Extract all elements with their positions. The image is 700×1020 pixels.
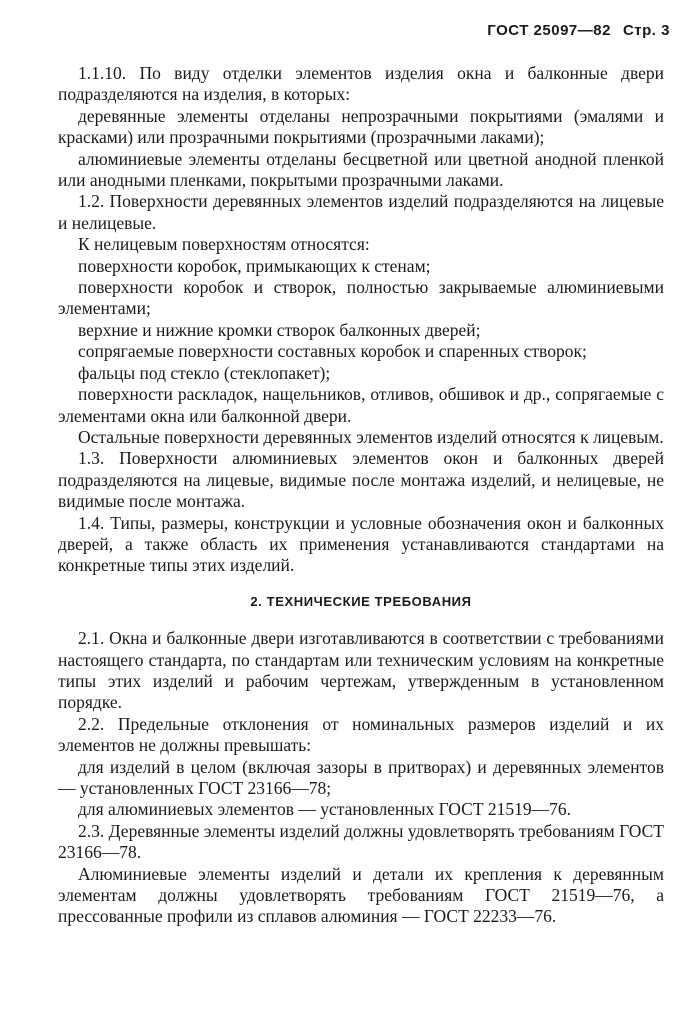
paragraph-2-1: 2.1. Окна и балконные двери изготавливаются в соответствии с требованиями настоящего стандарта, по стандартам или техническим условиям на конкретные типы этих изделий и рабочим чертежам, утвержденным в установленном порядке. (58, 628, 664, 713)
paragraph-1-3: 1.3. Поверхности алюминиевых элементов окон и балконных дверей подразделяются на лицевые, видимые после монтажа изделий, и нелицевые, не видимые после монтажа. (58, 448, 664, 512)
paragraph-aluminium-requirements: Алюминиевые элементы изделий и детали их крепления к деревянным элементам должны удовлетворять требованиям ГОСТ 21519—76, а прессованные профили из сплавов алюминия — ГОСТ 22233—76. (58, 863, 664, 927)
paragraph-1-4: 1.4. Типы, размеры, конструкции и условные обозначения окон и балконных дверей, а также область их применения устанавливаются стандартами на конкретные типы этих изделий. (58, 512, 664, 576)
section-title: 2. ТЕХНИЧЕСКИЕ ТРЕБОВАНИЯ (250, 593, 472, 609)
list-item-trim-surfaces: поверхности раскладок, нащельников, отливов, обшивок и др., сопрягаемые с элементами окна или балконной двери. (58, 384, 664, 426)
list-item-mating-surfaces: сопрягаемые поверхности составных коробок и спаренных створок; (78, 341, 587, 362)
list-item-aluminium-tolerances: для алюминиевых элементов — установленных ГОСТ 21519—76. (78, 799, 572, 820)
list-item-whole-products: для изделий в целом (включая зазоры в притворах) и деревянных элементов — установленных ГОСТ 23166—78; (58, 756, 664, 798)
paragraph-face-surfaces: Остальные поверхности деревянных элементов изделий относятся к лицевым. (78, 426, 664, 447)
paragraph-1-2: 1.2. Поверхности деревянных элементов изделий подразделяются на лицевые и нелицевые. (58, 191, 664, 233)
paragraph-1-1-10: 1.1.10. По виду отделки элементов изделия окна и балконные двери подразделяются на изделия, в которых: (58, 63, 664, 105)
list-item-wood-finish: деревянные элементы отделаны непрозрачными покрытиями (эмалями и красками) или прозрачными покрытиями (прозрачными лаками); (58, 105, 664, 148)
paragraph-non-face-intro: К нелицевым поверхностям относятся: (78, 234, 370, 255)
list-item-aluminium-finish: алюминиевые элементы отделаны бесцветной или цветной анодной пленкой или анодными пленками, покрытыми прозрачными лаками. (58, 148, 664, 191)
paragraph-2-3: 2.3. Деревянные элементы изделий должны удовлетворять требованиям ГОСТ 23166—78. (58, 820, 664, 863)
paragraph-2-2: 2.2. Предельные отклонения от номинальных размеров изделий и их элементов не должны превышать: (58, 713, 664, 756)
page-header (420, 22, 670, 39)
list-item-door-edges: верхние и нижние кромки створок балконных дверей; (78, 319, 481, 340)
list-item-covered-surfaces: поверхности коробок и створок, полностью закрываемые алюминиевыми элементами; (58, 277, 664, 319)
list-item-glass-rebates: фальцы под стекло (стеклопакет); (78, 362, 331, 383)
list-item-frame-surfaces: поверхности коробок, примыкающих к стенам; (78, 255, 431, 276)
standard-number: ГОСТ 25097—82 (487, 22, 611, 39)
page-number: Стр. 3 (622, 22, 670, 39)
body-text (58, 63, 664, 928)
